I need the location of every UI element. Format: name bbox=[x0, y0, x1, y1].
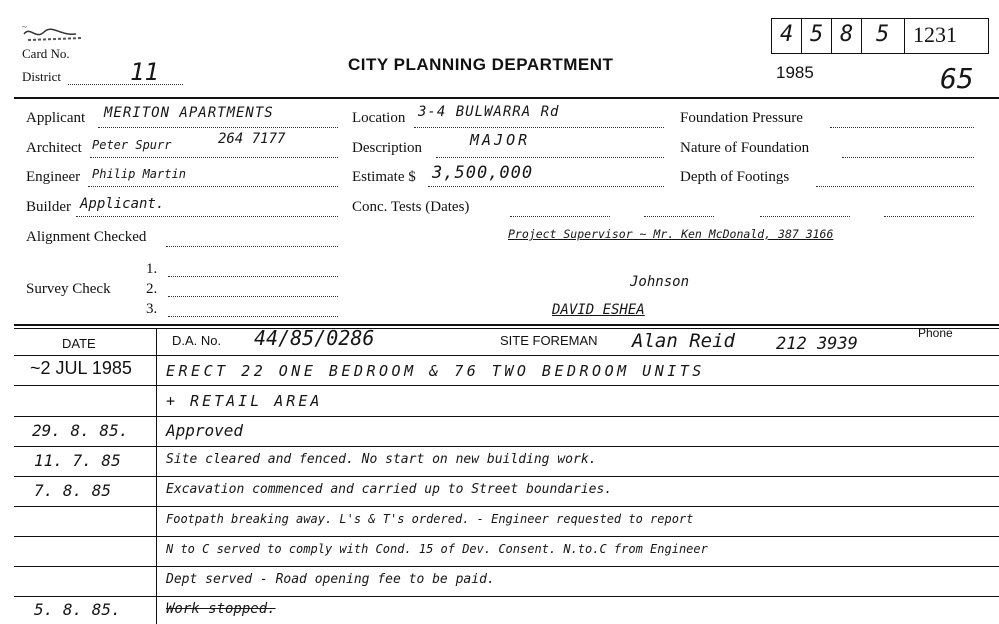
phone-label: Phone bbox=[918, 326, 953, 340]
card-digit: 4 bbox=[780, 22, 794, 47]
inspector-name-1: Johnson bbox=[630, 274, 690, 290]
alignment-label: Alignment Checked bbox=[26, 229, 147, 245]
log-entry-text: + RETAIL AREA bbox=[166, 392, 323, 410]
inspector-name-2: DAVID ESHEA bbox=[552, 302, 645, 318]
log-entry-text: N to C served to comply with Cond. 15 of Dev. Consent. N.to.C from Engineer bbox=[166, 542, 708, 556]
estimate-label: Estimate $ bbox=[352, 169, 416, 185]
district-dotted-line bbox=[68, 84, 183, 85]
log-entry-date: ~2 JUL 1985 bbox=[30, 358, 132, 378]
architect-phone: 264 7177 bbox=[218, 131, 286, 147]
site-foreman-label: SITE FOREMAN bbox=[500, 333, 598, 348]
applicant-label: Applicant bbox=[26, 110, 86, 126]
header-divider bbox=[14, 97, 999, 99]
log-entry-date: 29. 8. 85. bbox=[32, 421, 129, 440]
description-value: MAJOR bbox=[470, 131, 531, 149]
foundation-pressure-label: Foundation Pressure bbox=[680, 110, 803, 126]
da-label: D.A. No. bbox=[172, 333, 222, 348]
log-entry-date: 11. 7. 85 bbox=[34, 451, 121, 470]
location-value: 3-4 BULWARRA Rd bbox=[418, 104, 560, 120]
engineer-value: Philip Martin bbox=[92, 167, 186, 181]
card-digit: 5 bbox=[810, 22, 824, 47]
district-value: 11 bbox=[130, 58, 159, 86]
log-entry-text: Work stopped. bbox=[166, 601, 276, 617]
district-label: District bbox=[22, 69, 61, 84]
log-entry-text: Approved bbox=[166, 421, 244, 440]
corner-number: 65 bbox=[940, 62, 974, 95]
page-title: CITY PLANNING DEPARTMENT bbox=[348, 55, 614, 74]
log-entry-text: Footpath breaking away. L's & T's ordered. - Engineer requested to report bbox=[166, 512, 694, 526]
applicant-value: MERITON APARTMENTS bbox=[104, 105, 274, 121]
survey-check-label: Survey Check bbox=[26, 281, 111, 297]
engineer-label: Engineer bbox=[26, 169, 81, 185]
log-entry-date: 5. 8. 85. bbox=[34, 600, 121, 619]
log-top-divider bbox=[14, 324, 999, 326]
card-number: 1231 bbox=[913, 22, 957, 47]
svg-text:~: ~ bbox=[22, 22, 27, 32]
survey-number: 3. bbox=[146, 301, 158, 317]
builder-label: Builder bbox=[26, 199, 71, 215]
survey-number: 2. bbox=[146, 281, 158, 297]
location-label: Location bbox=[352, 110, 406, 126]
date-header: DATE bbox=[62, 336, 96, 351]
architect-label: Architect bbox=[26, 140, 82, 156]
log-entry-date: 7. 8. 85 bbox=[34, 481, 112, 500]
project-supervisor-note: Project Supervisor ~ Mr. Ken McDonald, 387 3166 bbox=[508, 227, 834, 241]
nature-foundation-label: Nature of Foundation bbox=[680, 140, 810, 156]
architect-value: Peter Spurr bbox=[92, 138, 172, 152]
card-digit: 8 bbox=[840, 22, 854, 47]
log-entry-text: ERECT 22 ONE BEDROOM & 76 TWO BEDROOM UNITS bbox=[166, 362, 705, 380]
phone-value: 212 3939 bbox=[776, 334, 858, 354]
builder-value: Applicant. bbox=[80, 196, 165, 212]
log-entry-text: Site cleared and fenced. No start on new building work. bbox=[166, 452, 597, 467]
card-no-label: Card No. bbox=[22, 46, 70, 61]
description-label: Description bbox=[352, 140, 422, 156]
conc-tests-label: Conc. Tests (Dates) bbox=[352, 199, 470, 215]
year: 1985 bbox=[776, 63, 814, 82]
site-foreman-value: Alan Reid bbox=[632, 330, 735, 352]
card-digit: 5 bbox=[876, 22, 890, 47]
da-value: 44/85/0286 bbox=[254, 326, 375, 350]
scribble-mark bbox=[20, 22, 80, 44]
log-entry-text: Excavation commenced and carried up to Street boundaries. bbox=[166, 482, 613, 497]
depth-footings-label: Depth of Footings bbox=[680, 169, 790, 185]
survey-number: 1. bbox=[146, 261, 158, 277]
log-entry-text: Dept served - Road opening fee to be paid. bbox=[166, 572, 495, 587]
estimate-value: 3,500,000 bbox=[432, 163, 534, 183]
